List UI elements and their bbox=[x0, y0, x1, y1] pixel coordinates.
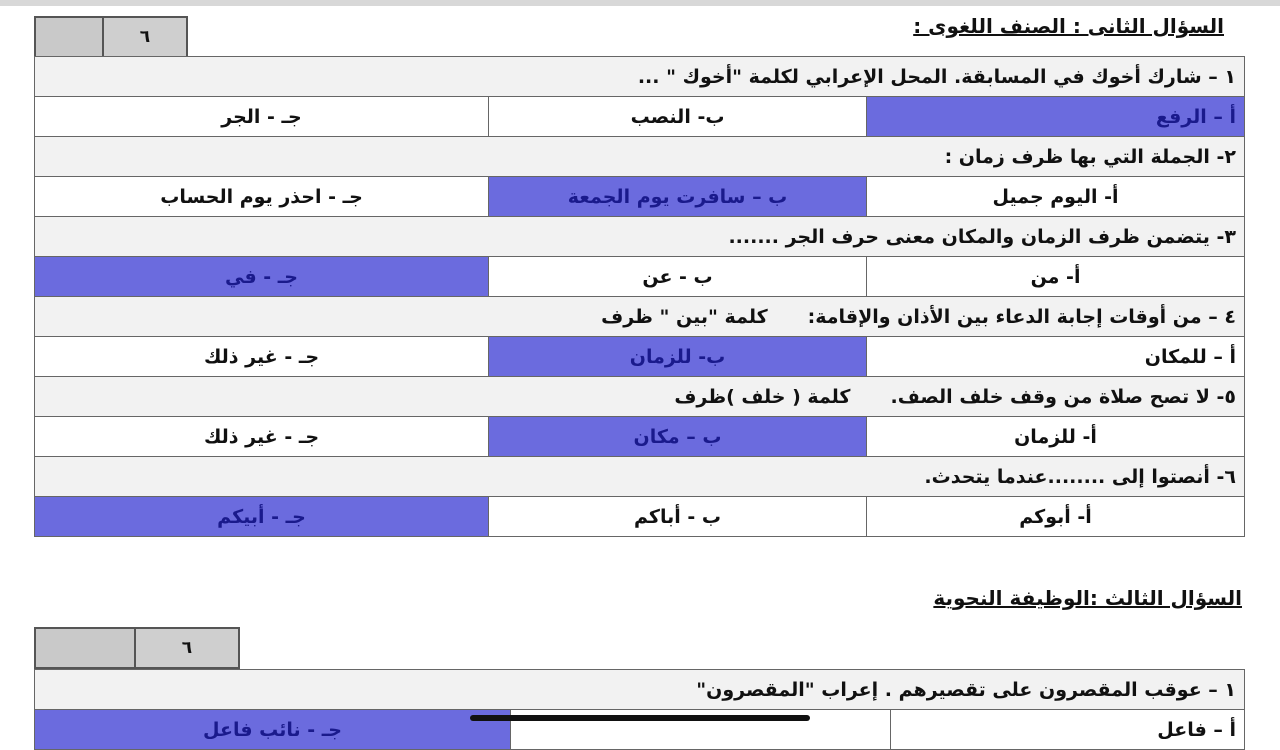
question-prompt bbox=[35, 670, 1245, 710]
score-box-section3 bbox=[34, 627, 240, 669]
options-row bbox=[35, 97, 1245, 137]
options-row bbox=[35, 257, 1245, 297]
option-c[interactable]: جـ - غير ذلك bbox=[35, 337, 489, 377]
question-text: ٦- أنصتوا إلى ........عندما يتحدث. bbox=[924, 465, 1237, 488]
score-blank-cell bbox=[36, 629, 136, 667]
question-prompt bbox=[35, 297, 1245, 337]
option-b[interactable]: ب- للزمان bbox=[489, 337, 867, 377]
option-c[interactable]: جـ - في bbox=[35, 257, 489, 297]
option-c[interactable]: جـ - غير ذلك bbox=[35, 417, 489, 457]
question-prompt bbox=[35, 217, 1245, 257]
option-b[interactable]: ب- النصب bbox=[489, 97, 867, 137]
question-row bbox=[35, 217, 1245, 257]
score-value: ٦ bbox=[104, 18, 186, 56]
options-row bbox=[35, 337, 1245, 377]
score-blank-cell bbox=[36, 18, 104, 56]
options-row bbox=[35, 177, 1245, 217]
question-row bbox=[35, 670, 1245, 710]
option-a[interactable]: أ- أبوكم bbox=[867, 497, 1245, 537]
option-c[interactable]: جـ - الجر bbox=[35, 97, 489, 137]
question-prompt bbox=[35, 137, 1245, 177]
option-a[interactable]: أ- للزمان bbox=[867, 417, 1245, 457]
redaction-bar bbox=[470, 715, 810, 721]
top-border bbox=[0, 0, 1280, 6]
question-prompt bbox=[35, 377, 1245, 417]
option-c[interactable]: جـ - احذر يوم الحساب bbox=[35, 177, 489, 217]
options-row bbox=[35, 497, 1245, 537]
question-note: كلمة "بين " ظرف bbox=[601, 305, 768, 328]
option-c[interactable]: جـ - أبيكم bbox=[35, 497, 489, 537]
option-a[interactable]: أ- اليوم جميل bbox=[867, 177, 1245, 217]
question-text: ١ – عوقب المقصرون على تقصيرهم . إعراب "المقصرون" bbox=[696, 678, 1237, 701]
score-value: ٦ bbox=[136, 629, 238, 667]
question-prompt bbox=[35, 457, 1245, 497]
section2-heading: السؤال الثانى : الصنف اللغوى : bbox=[913, 14, 1224, 38]
option-a[interactable]: أ – فاعل bbox=[891, 710, 1245, 750]
option-b[interactable]: ب - أباكم bbox=[489, 497, 867, 537]
section3-heading: السؤال الثالث :الوظيفة النحوية bbox=[933, 586, 1242, 610]
quiz-table-section3 bbox=[34, 669, 1245, 750]
question-note: كلمة ( خلف )ظرف bbox=[674, 385, 851, 408]
question-text: ٣- يتضمن ظرف الزمان والمكان معنى حرف الجر ....... bbox=[728, 225, 1237, 248]
question-prompt bbox=[35, 57, 1245, 97]
score-box-section2 bbox=[34, 16, 188, 58]
option-a[interactable]: أ – للمكان bbox=[867, 337, 1245, 377]
question-row bbox=[35, 297, 1245, 337]
option-a[interactable]: أ- من bbox=[867, 257, 1245, 297]
question-row bbox=[35, 57, 1245, 97]
option-b[interactable]: ب – سافرت يوم الجمعة bbox=[489, 177, 867, 217]
question-row bbox=[35, 137, 1245, 177]
option-a[interactable]: أ – الرفع bbox=[867, 97, 1245, 137]
question-text: ٤ – من أوقات إجابة الدعاء بين الأذان والإقامة: bbox=[807, 305, 1237, 328]
question-text: ٢- الجملة التي بها ظرف زمان : bbox=[944, 145, 1237, 168]
question-row bbox=[35, 457, 1245, 497]
question-row bbox=[35, 377, 1245, 417]
question-text: ١ – شارك أخوك في المسابقة. المحل الإعرابي لكلمة "أخوك " ... bbox=[637, 65, 1237, 88]
option-c[interactable]: جـ - نائب فاعل bbox=[35, 710, 511, 750]
question-text: ٥- لا تصح صلاة من وقف خلف الصف. bbox=[890, 385, 1237, 408]
option-b[interactable]: ب - عن bbox=[489, 257, 867, 297]
options-row bbox=[35, 417, 1245, 457]
quiz-table-section2 bbox=[34, 56, 1245, 537]
option-b[interactable]: ب – مكان bbox=[489, 417, 867, 457]
